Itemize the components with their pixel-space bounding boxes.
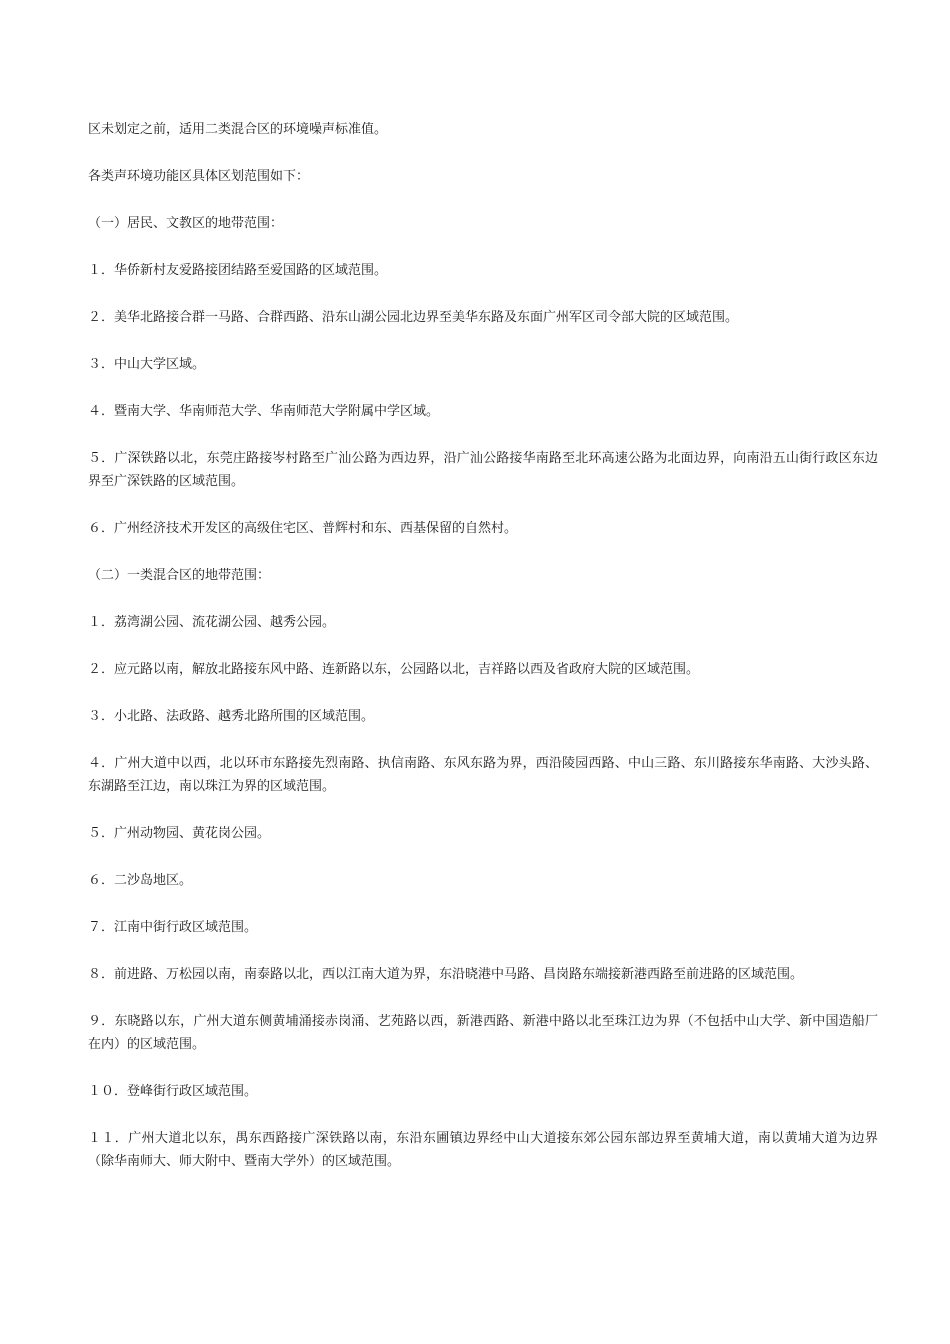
- list-item: ７．江南中街行政区域范围。: [88, 920, 258, 935]
- section-heading-residential: （一）居民、文教区的地带范围：: [88, 216, 284, 231]
- list-item: ３．中山大学区域。: [88, 357, 206, 372]
- paragraph-intro-tail: 区未划定之前，适用二类混合区的环境噪声标准值。: [88, 122, 388, 137]
- list-item: ９．东晓路以东，广州大道东侧黄埔涌接赤岗涌、艺苑路以西，新港西路、新港中路以北至珠江边为界（不包括中山大学、新中国造船厂在内）的区域范围。: [88, 1014, 878, 1052]
- list-item: ４．暨南大学、华南师范大学、华南师范大学附属中学区域。: [88, 404, 440, 419]
- paragraph-scope-intro: 各类声环境功能区具体区划范围如下：: [88, 169, 310, 184]
- list-item: ６．广州经济技术开发区的高级住宅区、普辉村和东、西基保留的自然村。: [88, 521, 518, 536]
- list-item: １１．广州大道北以东，禺东西路接广深铁路以南，东沿东圃镇边界经中山大道接东郊公园东部边界至黄埔大道，南以黄埔大道为边界（除华南师大、师大附中、暨南大学外）的区域范围。: [88, 1131, 878, 1169]
- document-body: [88, 118, 878, 1197]
- list-item: ２．美华北路接合群一马路、合群西路、沿东山湖公园北边界至美华东路及东面广州军区司令部大院的区域范围。: [88, 310, 739, 325]
- list-item: ４．广州大道中以西，北以环市东路接先烈南路、执信南路、东风东路为界，西沿陵园西路、中山三路、东川路接东华南路、大沙头路、东湖路至江边，南以珠江为界的区域范围。: [88, 756, 878, 794]
- list-item: １０．登峰街行政区域范围。: [88, 1084, 258, 1099]
- list-item: ３．小北路、法政路、越秀北路所围的区域范围。: [88, 709, 375, 724]
- list-item: ８．前进路、万松园以南，南泰路以北，西以江南大道为界，东沿晓港中马路、昌岗路东端接新港西路至前进路的区域范围。: [88, 967, 804, 982]
- list-item: ５．广州动物园、黄花岗公园。: [88, 826, 271, 841]
- list-item: １．华侨新村友爱路接团结路至爱国路的区域范围。: [88, 263, 388, 278]
- section-heading-mixed: （二）一类混合区的地带范围：: [88, 568, 271, 583]
- list-item: ６．二沙岛地区。: [88, 873, 193, 888]
- list-item: ２．应元路以南，解放北路接东风中路、连新路以东，公园路以北，吉祥路以西及省政府大院的区域范围。: [88, 662, 700, 677]
- list-item: ５．广深铁路以北，东莞庄路接岑村路至广汕公路为西边界，沿广汕公路接华南路至北环高速公路为北面边界，向南沿五山街行政区东边界至广深铁路的区域范围。: [88, 451, 878, 489]
- list-item: １．荔湾湖公园、流花湖公园、越秀公园。: [88, 615, 336, 630]
